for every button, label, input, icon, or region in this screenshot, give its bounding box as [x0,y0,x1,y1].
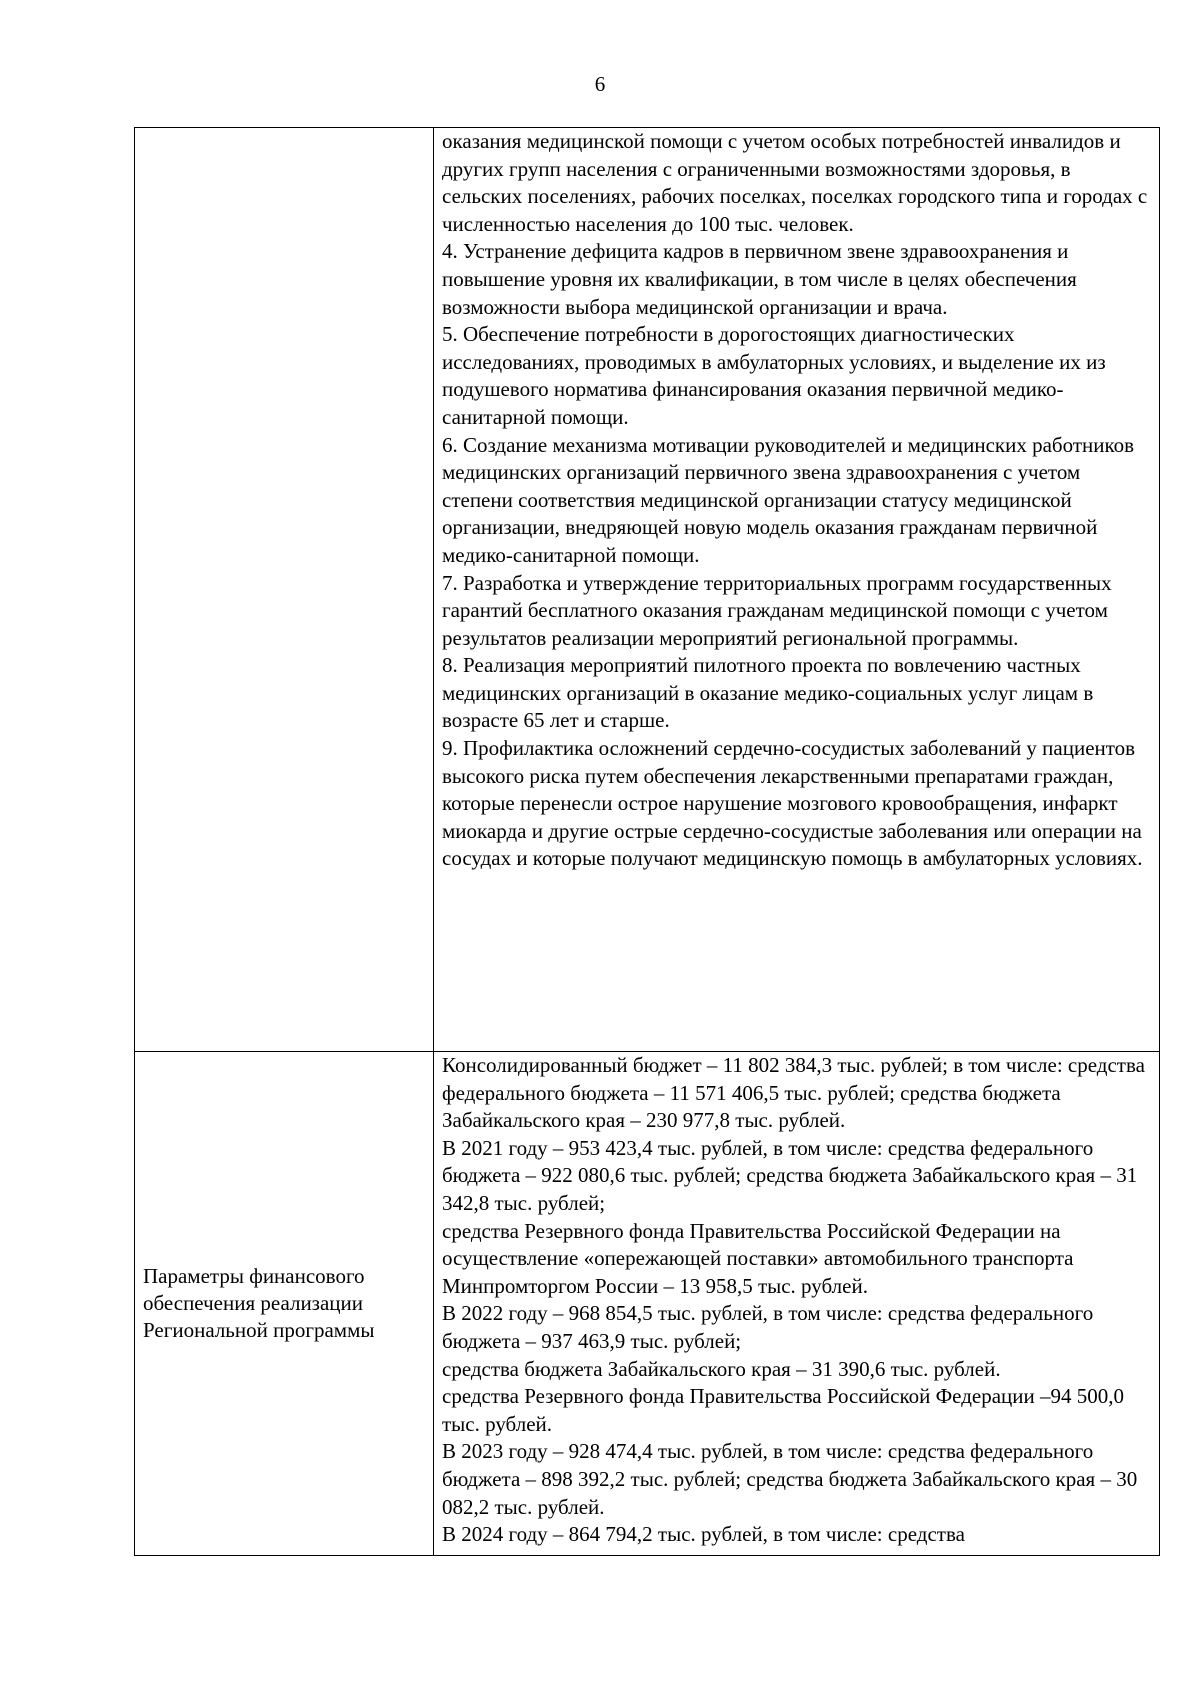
financing-2021: В 2021 году – 953 423,4 тыс. рублей, в том числе: средства федерального бюджета – 922 080,6 тыс. рублей; средства бюджета Забайкальского края – 31 342,8 тыс. рублей; [442,1135,1138,1215]
financing-2022-reserve-fund: средства Резервного фонда Правительства Российской Федерации –94 500,0 тыс. рублей. [442,1384,1125,1436]
financing-consolidated-budget: Консолидированный бюджет – 11 802 384,3 тыс. рублей; в том числе: средства федерального бюджета – 11 571 406,5 тыс. рублей; средства бюджета Забайкальского края – 230 977,8 тыс. рублей. [442,1053,1145,1133]
task-paragraph-8: 8. Реализация мероприятий пилотного проекта по вовлечению частных медицинских организаций в оказание медико-социальных услуг лицам в возрасте 65 лет и старше. [442,653,1094,733]
row2-label-cell [135,1052,434,1556]
financing-label-line: обеспечения реализации [143,1291,364,1315]
financing-2024: В 2024 году – 864 794,2 тыс. рублей, в том числе: средства [442,1522,965,1547]
financing-label-line: Параметры финансового [143,1264,365,1288]
task-paragraph-9: 9. Профилактика осложнений сердечно-сосудистых заболеваний у пациентов высокого риска путем обеспечения лекарственными препаратами граждан, которые перенесли острое нарушение мозгового кровообращения, инфаркт миокарда и другие острые сердечно-сосудистые заболевания или операции на сосудах и которые получают медицинскую помощь в амбулаторных условиях. [442,736,1143,871]
financing-reserve-fund-transport: средства Резервного фонда Правительства Российской Федерации на осуществление «опережающей поставки» автомобильного транспорта Минпромторгом России – 13 958,5 тыс. рублей. [442,1218,1074,1298]
row1-content-cell [434,128,1160,1052]
task-paragraph-6: 6. Создание механизма мотивации руководителей и медицинских работников медицинских организаций первичного звена здравоохранения с учетом степени соответствия медицинской организации статусу медицинской организации, внедряющей новую модель оказания гражданам первичной медико-санитарной помощи. [442,432,1135,567]
financing-2022-regional: средства бюджета Забайкальского края – 31 390,6 тыс. рублей. [442,1356,1001,1381]
financing-2022: В 2022 году – 968 854,5 тыс. рублей, в том числе: средства федерального бюджета – 937 463,9 тыс. рублей; [442,1301,1094,1353]
table-row-financing [135,1052,1160,1556]
task-paragraph-5: 5. Обеспечение потребности в дорогостоящих диагностических исследованиях, проводимых в амбулаторных условиях, и выделение их из подушевого норматива финансирования оказания первичной медико-санитарной помощи. [442,322,1106,429]
task-paragraph-continuation: оказания медицинской помощи с учетом особых потребностей инвалидов и других групп населения с ограниченными возможностями здоровья, в сельских поселениях, рабочих поселках, поселках городского типа и городах с численностью населения до 100 тыс. человек. [442,129,1148,236]
financing-2023: В 2023 году – 928 474,4 тыс. рублей, в том числе: средства федерального бюджета – 898 392,2 тыс. рублей; средства бюджета Забайкальского края – 30 082,2 тыс. рублей. [442,1439,1138,1519]
financing-label [143,1263,427,1344]
task-paragraph-4: 4. Устранение дефицита кадров в первичном звене здравоохранения и повышение уровня их квалификации, в том числе в целях обеспечения возможности выбора медицинской организации и врача. [442,239,1077,319]
program-passport-table [134,127,1160,1556]
table-row-tasks [135,128,1160,1052]
row1-label-cell [135,128,434,1052]
row2-content-cell [434,1052,1160,1556]
page-number: 6 [594,72,606,96]
task-paragraph-7: 7. Разработка и утверждение территориальных программ государственных гарантий бесплатного оказания гражданам медицинской помощи с учетом результатов реализации мероприятий региональной программы. [442,570,1112,650]
financing-label-line: Региональной программы [143,1318,375,1342]
